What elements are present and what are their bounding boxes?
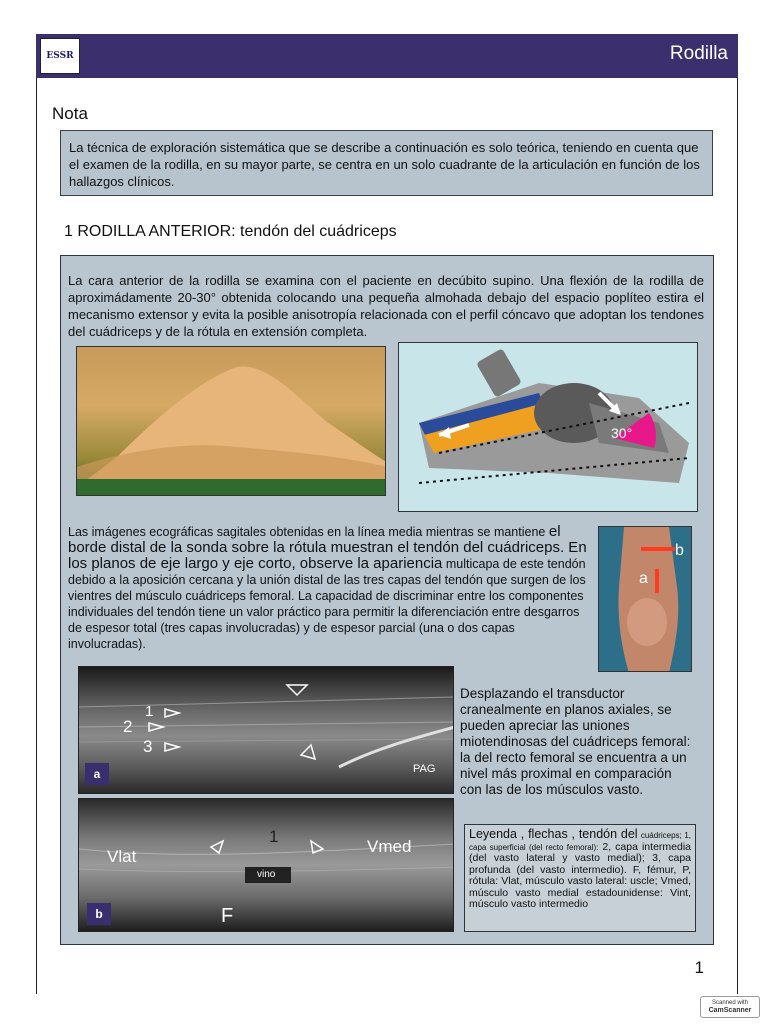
logo-text: ESSR — [46, 51, 74, 61]
diagram-drawing — [399, 343, 698, 512]
ultrasound-image-b — [78, 798, 454, 932]
knee-anatomy-diagram — [398, 342, 698, 512]
vint-label: 1 — [269, 827, 279, 846]
scanner-line1: Scanned with — [711, 1000, 749, 1006]
panel-a-badge: a — [85, 763, 109, 785]
ultrasound-image-a — [78, 666, 454, 794]
legend-box — [464, 824, 696, 932]
legend-lead: Leyenda , flechas , tendón del — [469, 827, 638, 841]
pag-label: PAG — [413, 763, 436, 775]
axial-planes-paragraph: Desplazando el transductor cranealmente en planos axiales, se pueden apreciar las uniones miotendinosas del cuádriceps femoral: la del recto femoral se encuentra a un nivel más proximal en comparación con las de los músculos vasto. — [460, 686, 691, 797]
knee-photo — [76, 346, 386, 496]
nota-box — [60, 130, 713, 196]
vmed-label: Vmed — [367, 837, 412, 856]
nota-text: La técnica de exploración sistemática que se describe a continuación es solo teórica, teniendo en cuenta que el examen de la rodilla, en su mayor parte, se centra en un solo cuadrante de la articulación en función de los hallazgos clínicos. — [69, 140, 700, 189]
vlat-label: Vlat — [107, 847, 137, 866]
intro-paragraph: La cara anterior de la rodilla se examina con el paciente en decúbito supino. Una flexión de la rodilla de aproximádamente 20-30° obtenida colocando una pequeña almohada debajo del espacio poplíteo estira el mecanismo extensor y evita la posible anisotropía relacionada con el perfil cóncavo que adoptan los tendones del cuádriceps y de la rótula en extensión completa. — [68, 273, 704, 339]
legend-rest: 2, capa intermedia (del vasto lateral y vasto medial); 3, capa profunda (del vasto intermedio). F, fémur, P, rótula: Vlat, músculo vasto lateral: uscle; Vmed, músculo vasto medial estadounidense: Vint, músculo vasto intermedio — [469, 840, 692, 910]
vino-label: vino — [257, 869, 276, 880]
leg-photo-drawing — [599, 527, 692, 672]
scanner-brand: CamScanner — [708, 1007, 752, 1014]
nota-heading: Nota — [52, 104, 88, 123]
us-text-2: el borde distal de la sonda sobre la rótula muestran el tendón del cuádriceps. En los planos de eje largo y eje corto, observe la apariencia — [68, 523, 587, 572]
essr-logo — [40, 38, 80, 74]
us-text-1: Las imágenes ecográficas sagitales obtenidas en la línea media mientras se mantiene — [68, 525, 546, 539]
layer-3-label: 3 — [143, 737, 153, 756]
leg-label-b: b — [675, 542, 684, 559]
page-title: Rodilla — [669, 43, 728, 64]
section-heading: 1 RODILLA ANTERIOR: tendón del cuádriceps — [64, 223, 397, 240]
leg-photo — [598, 526, 692, 672]
leg-label-a: a — [639, 570, 648, 587]
us-text-3: multicapa de este tendón debido a la aposición cercana y la unión distal de las tres capas del tendón que surgen de los vientres del músculo cuádriceps femoral. La capacidad de discriminar entre los componentes individuales del tendón tiene un valor práctico para permitir la diferenciación entre desgarros de espesor total (tres capas involucradas) y de espesor parcial (una o dos capas involucradas). — [68, 557, 586, 651]
page-number: 1 — [694, 958, 704, 977]
layer-1-label: 1 — [145, 703, 154, 720]
panel-b-badge: b — [87, 903, 111, 925]
ultrasound-paragraph — [68, 524, 588, 652]
angle-label: 30° — [611, 425, 633, 441]
knee-photo-drawing — [77, 347, 386, 496]
header-bar — [36, 34, 738, 78]
femur-label: F — [221, 905, 234, 927]
ultrasound-a-drawing — [79, 667, 454, 794]
camscanner-badge — [700, 996, 760, 1018]
layer-2-label: 2 — [123, 717, 133, 736]
legend-small: cuádriceps; 1, capa superficial (del recto femoral): — [469, 831, 692, 852]
